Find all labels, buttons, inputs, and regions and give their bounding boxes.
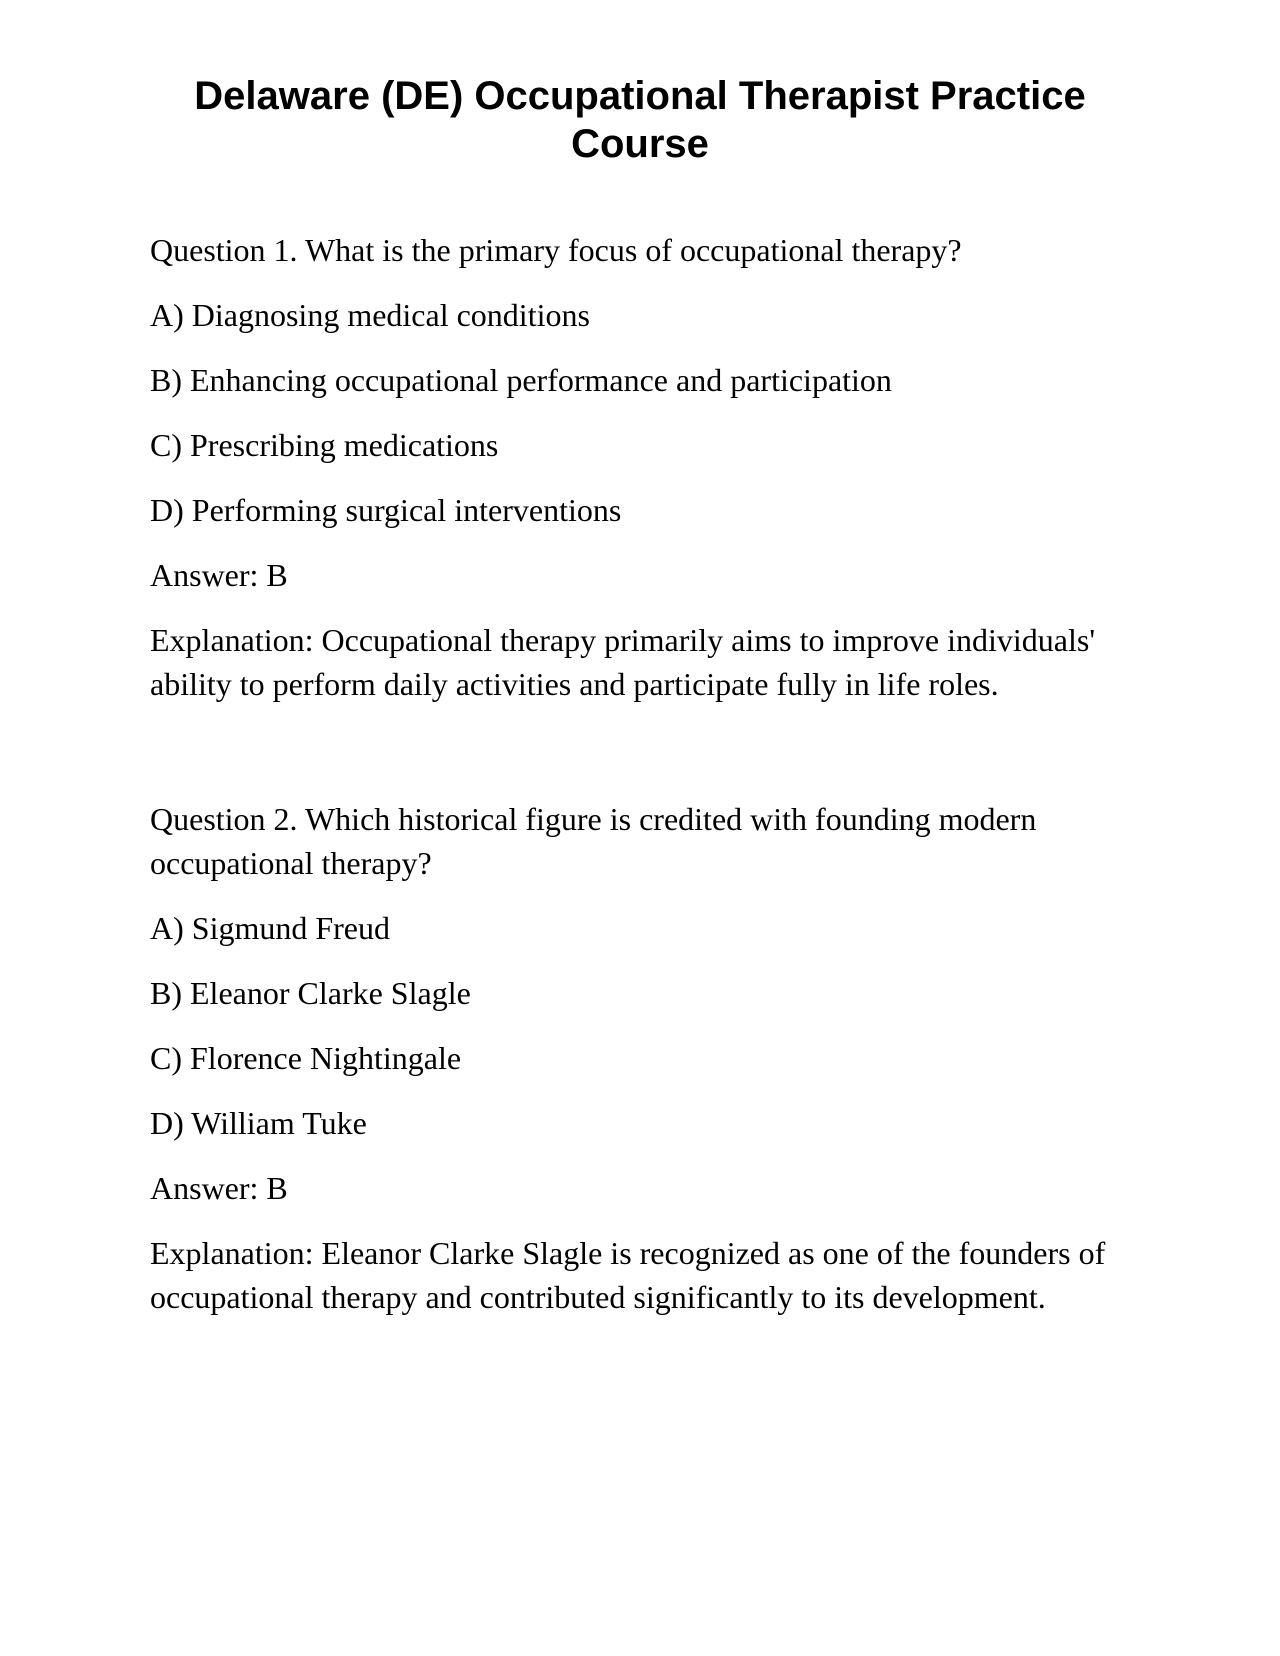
question-2-option-a: A) Sigmund Freud [150,910,390,946]
question-2-text: Question 2. Which historical figure is credited with founding modern occupational therapy? [150,801,1037,881]
question-1-explanation: Explanation: Occupational therapy primarily aims to improve individuals' ability to perform daily activities and participate fully in life roles. [150,622,1096,702]
page-title-line-2: Course [571,122,709,166]
question-1 [150,228,1150,706]
question-list [150,228,1150,1319]
page-title-line-1: Delaware (DE) Occupational Therapist Practice [194,74,1086,118]
question-2-option-c: C) Florence Nightingale [150,1040,462,1076]
question-1-option-a: A) Diagnosing medical conditions [150,297,590,333]
question-1-text: Question 1. What is the primary focus of occupational therapy? [150,232,962,268]
question-1-option-b: B) Enhancing occupational performance and participation [150,362,892,398]
question-2 [150,797,1150,1319]
question-2-option-b: B) Eleanor Clarke Slagle [150,975,471,1011]
page-title [140,72,1140,168]
question-2-answer: Answer: B [150,1170,288,1206]
question-1-answer: Answer: B [150,557,288,593]
question-1-option-c: C) Prescribing medications [150,427,499,463]
question-2-option-d: D) William Tuke [150,1105,367,1141]
question-2-explanation: Explanation: Eleanor Clarke Slagle is recognized as one of the founders of occupational therapy and contributed significantly to its development. [150,1235,1106,1315]
question-1-option-d: D) Performing surgical interventions [150,492,622,528]
